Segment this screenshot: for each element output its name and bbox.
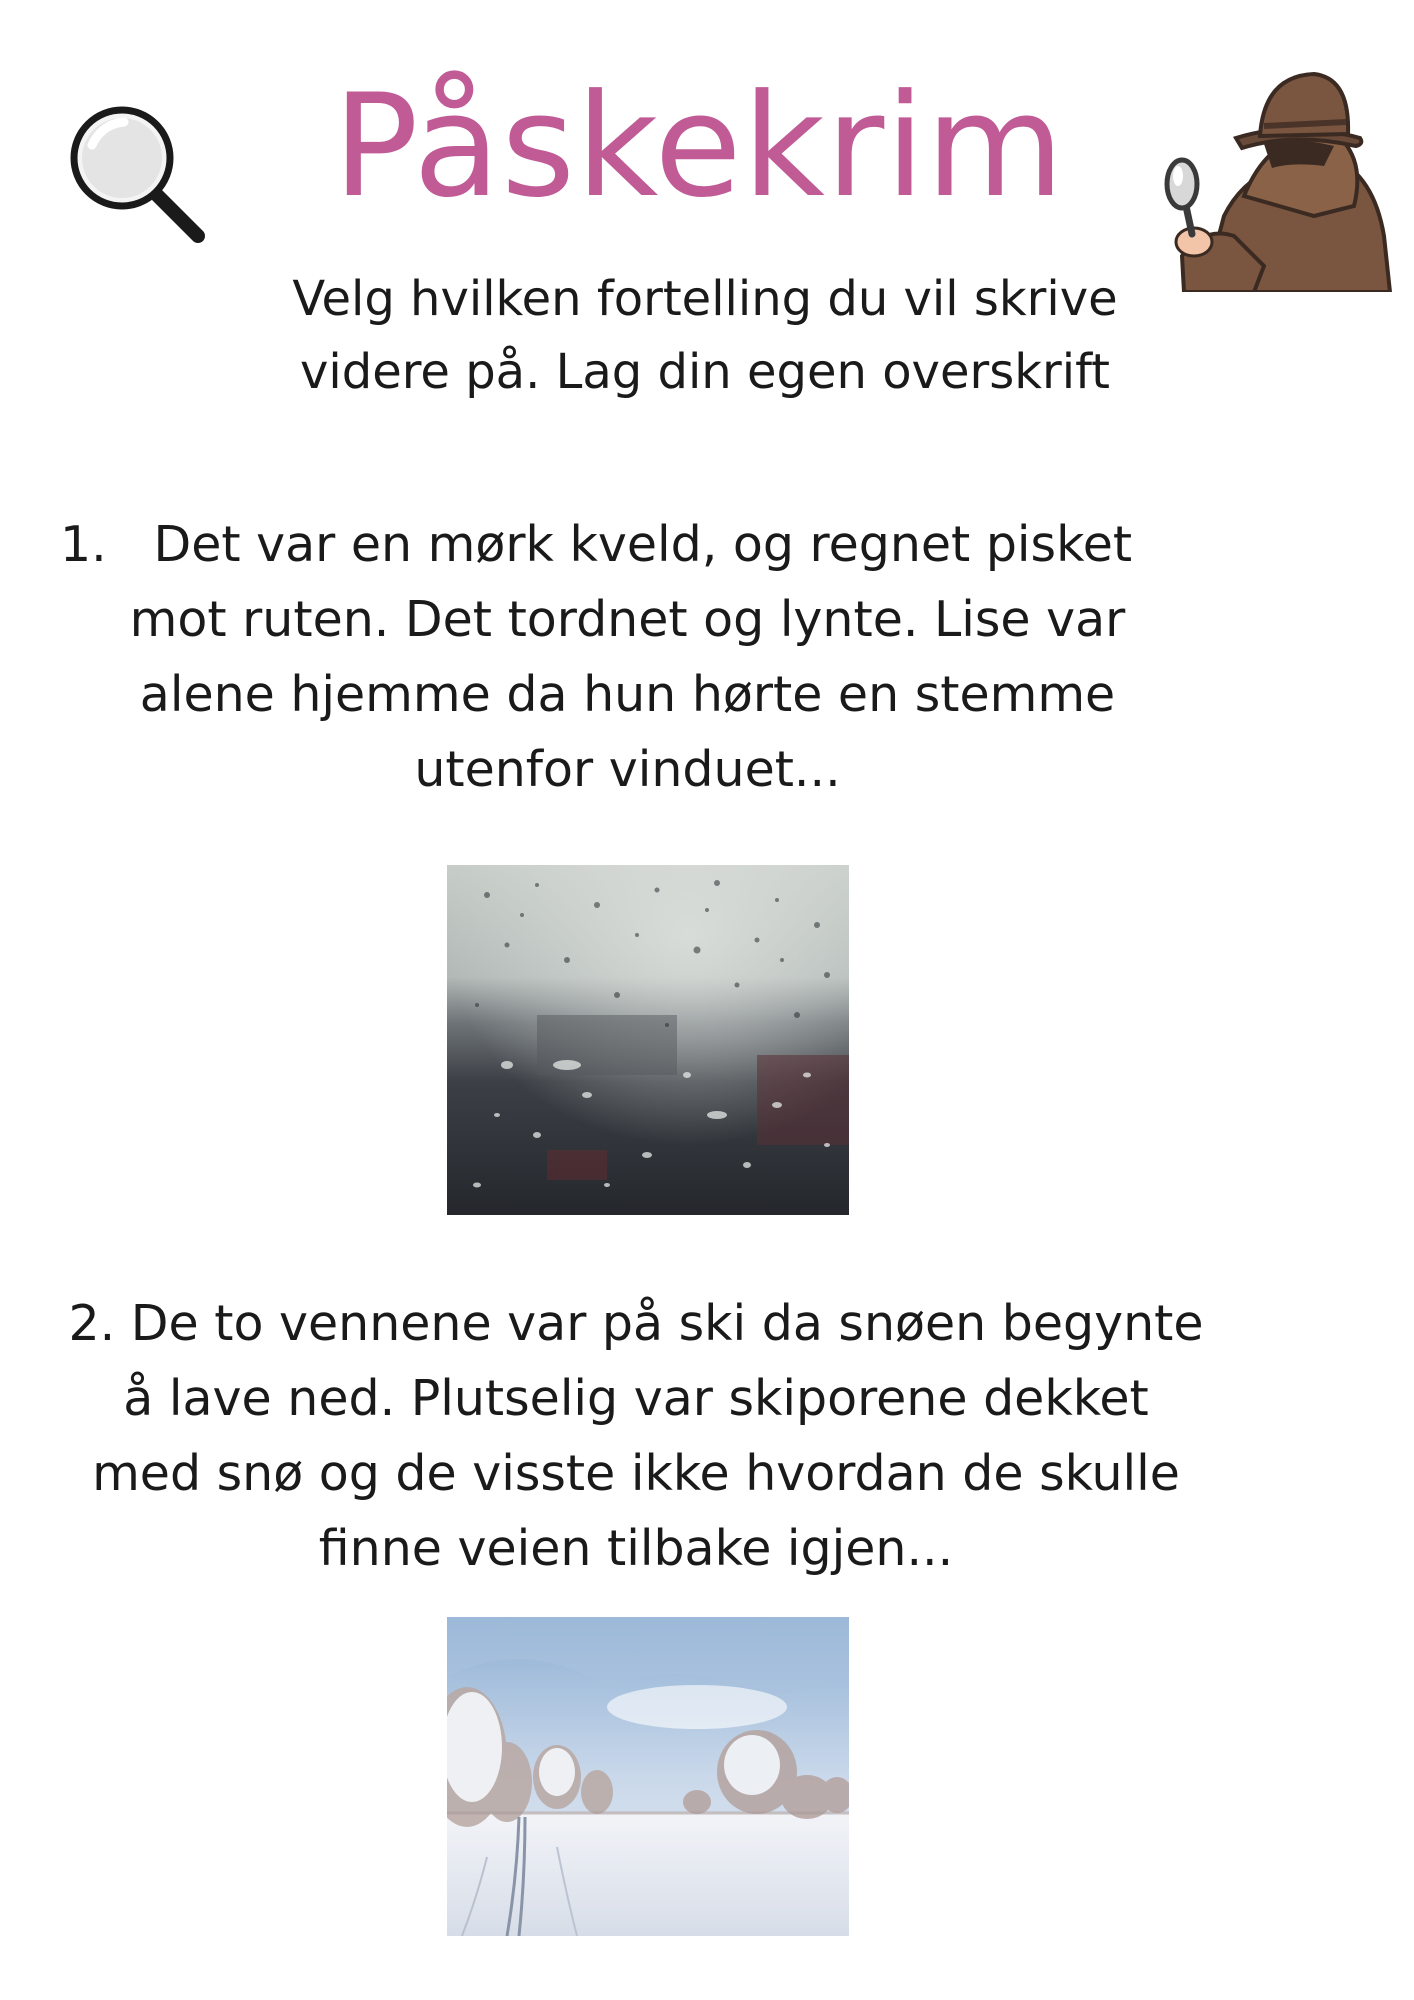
- story-line: 2. De to vennene var på ski da snøen begynte: [68, 1295, 1204, 1352]
- story-line: med snø og de visste ikke hvordan de skulle: [92, 1445, 1180, 1502]
- story-line: utenfor vinduet...: [414, 741, 841, 798]
- page-title: Påskekrim: [332, 64, 1066, 229]
- story-line: å lave ned. Plutselig var skiporene dekket: [123, 1370, 1149, 1427]
- story-line: finne veien tilbake igjen...: [318, 1520, 954, 1577]
- detective-icon: [1164, 66, 1392, 292]
- instruction-text: [200, 263, 1210, 409]
- rain-window-photo: [447, 865, 849, 1215]
- story-line: mot ruten. Det tordnet og lynte. Lise var: [129, 591, 1126, 648]
- story-line: 1. Det var en mørk kveld, og regnet pisket: [60, 516, 1133, 573]
- story-line: alene hjemme da hun hørte en stemme: [139, 666, 1116, 723]
- story-option-1: [60, 507, 1190, 807]
- instruction-line: videre på. Lag din egen overskrift: [300, 344, 1110, 400]
- snowy-ski-trail-photo: [447, 1617, 849, 1936]
- story-option-2: [48, 1286, 1224, 1586]
- instruction-line: Velg hvilken fortelling du vil skrive: [292, 271, 1118, 327]
